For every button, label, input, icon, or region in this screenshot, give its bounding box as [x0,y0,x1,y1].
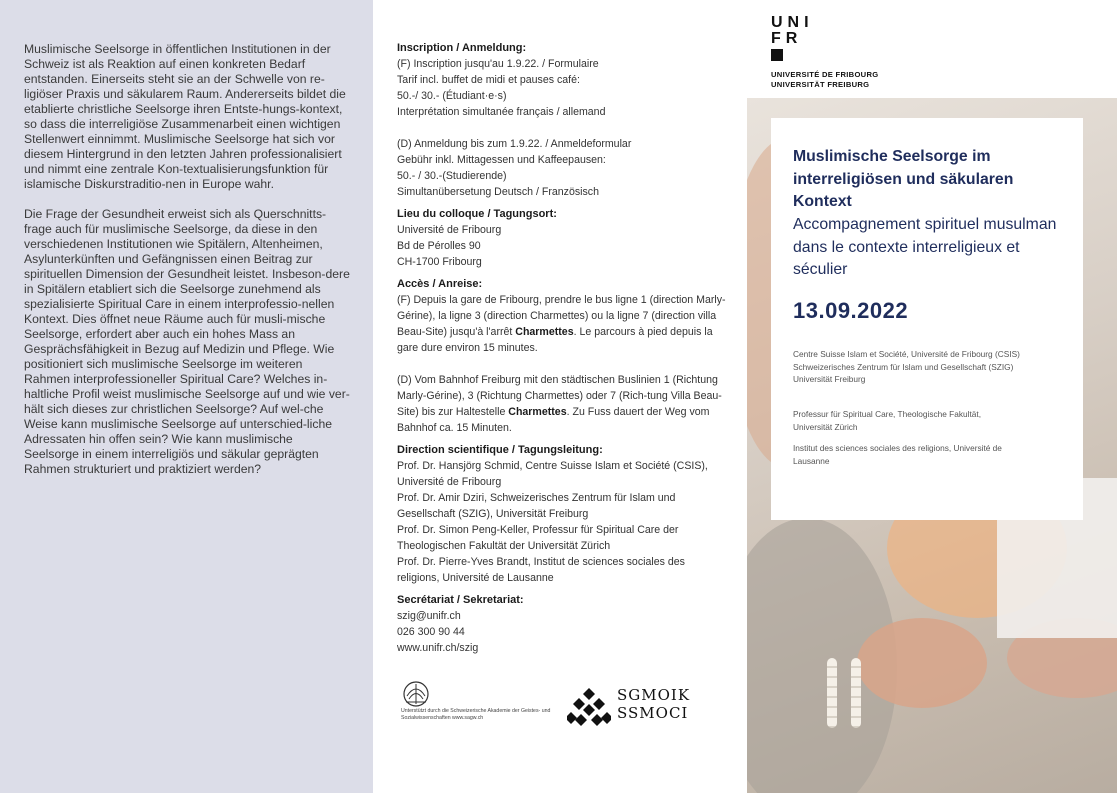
sagw-caption: Unterstützt durch die Schweizerische Akademie der Geistes- und Sozialwissenschaften www.sagw.ch [401,708,551,721]
intro-paragraph-2: Die Frage der Gesundheit erweist sich als Querschnitts-frage auch für muslimische Seelsorge, da diese in den verschiedenen Institutionen wie Spitälern, Altenheimen, Asylunterkünften und Gefängnissen einen Beitrag zur spirituellen Dimension der Gesundheit leistet. Insbeson-dere in Spitälern etabliert sich die Seelsorge zunehmend als spezialisierte Spiritual Care in einem interprofessio-nellen Kontext. Dies öffnet neue Räume auch für musli-mische Seelsorge, erfordert aber auch ein hohes Mass an Gesprächsfähigkeit in Bezug auf Medizin und Pflege. Wie positioniert sich muslimische Seelsorge im weiteren Rahmen interprofessioneller Spiritual Care? Welches in-haltliche Profil weist muslimische Seelsorge auf und wie ver-hält sich dieses zur christlichen Seelsorge? Auf wel-che Weise kann muslimische Seelsorge auf unterschied-liche Adressaten hin offen sein? Wie kann muslimische Seelsorge in einem interreligiös und säkular geprägten Rahmen strukturiert und praktiziert werden? [24,207,350,476]
logo-square-icon [771,49,783,61]
organizer-block-2 [793,408,1053,433]
logo-text-uni: UNI [771,14,814,31]
inscription-fr-line: Interprétation simultanée français / allemand [397,106,606,118]
director-entry: Prof. Dr. Hansjörg Schmid, Centre Suisse Islam et Société (CSIS), Université de Fribourg [397,460,708,488]
cover-panel [747,0,1117,793]
inscription-heading: Inscription / Anmeldung: [397,42,527,54]
director-entry: Prof. Dr. Amir Dziri, Schweizerisches Zentrum für Islam und Gesellschaft (SZIG), Universität Freiburg [397,492,676,520]
acces-de-text-end: . Zu Fuss dauert der Weg vom Bahnhof ca. 15 Minuten. [397,406,710,434]
organizer-line: Professur für Spiritual Care, Theologische Fakultät, [793,409,981,419]
intro-text [24,42,350,492]
event-date: 13.09.2022 [793,298,909,323]
secretariat-phone: 026 300 90 44 [397,626,465,638]
inscription-de [397,136,727,200]
intro-paragraph-1: Muslimische Seelsorge in öffentlichen Institutionen in der Schweiz ist als Reaktion auf einen konkreten Bedarf entstanden. Einerseits steht sie an der Schwelle von re-ligiöser Praxis und säkularem Raum. Andererseits bildet die etablierte christliche Seelsorge ihren Entste-hungs-kontext, so dass die interreligiöse Zusammenarbeit einen wichtigen Stellenwert einnimmt. Muslimische Seelsorge hat sich vor diesem Hintergrund in den letzten Jahren professionalisiert und nimmt eine zentrale Kon-textualisierungsfunktion für islamische Diskurstraditio-nen in Europe wahr. [24,42,346,191]
sponsor-logos [397,680,727,740]
secretariat-email: szig@unifr.ch [397,610,461,622]
title-german: Muslimische Seelsorge im interreligiösen und säkularen Kontext [793,148,1014,210]
info-panel [373,0,747,793]
title-card [771,118,1083,520]
acces-de-text: (D) Vom Bahnhof Freiburg mit den städtischen Buslinien 1 (Richtung Marly-Gérine), 3 (Richtung Charmettes) oder 7 (Rich-tung Villa Beau-Site) bis zur Haltestelle [397,374,722,418]
lieu-heading: Lieu du colloque / Tagungsort: [397,208,557,220]
secretariat-heading: Secrétariat / Sekretariat: [397,594,524,606]
inscription-de-line: 50.- / 30.-(Studierende) [397,170,507,182]
acces-de [397,372,727,436]
photo-hands-shape [857,618,987,708]
pearl-bracelet [851,658,861,728]
lieu-line: Université de Fribourg [397,224,502,236]
sagw-logo [397,680,557,740]
sagw-emblem-icon [401,680,431,708]
info-content [397,40,727,656]
title-french: Accompagnement spirituel musulman dans le contexte interreligieux et séculier [793,216,1057,278]
organizer-line: Lausanne [793,455,830,466]
organizer-line: Universität Zürich [793,421,858,432]
sgmoik-line-2: SSMOCI [617,704,689,722]
director-entry: Prof. Dr. Simon Peng-Keller, Professur für Spiritual Care der Theologischen Fakultät der Universität Zürich [397,524,679,552]
sgmoik-emblem-icon [567,686,611,726]
organizer-line: Universität Freiburg [793,374,866,384]
inscription-de-line: Gebühr inkl. Mittagessen und Kaffeepausen: [397,154,606,166]
acces-heading: Accès / Anreise: [397,278,483,290]
organizer-block-3 [793,442,1053,467]
acces-fr [397,292,727,356]
sgmoik-wordmark [617,686,690,722]
bus-stop-name: Charmettes [515,326,574,338]
organizer-line: Institut des sciences sociales des religions, Université de [793,443,1002,453]
director-entry: Prof. Dr. Pierre-Yves Brandt, Institut de sciences sociales des religions, Université de Lausanne [397,556,685,584]
organizer-line: Schweizerisches Zentrum für Islam und Gesellschaft (SZIG) [793,361,1014,372]
lieu-line: CH-1700 Fribourg [397,256,482,268]
secretariat-web: www.unifr.ch/szig [397,642,479,654]
bus-stop-name: Charmettes [508,406,567,418]
acces-fr-text: (F) Depuis la gare de Fribourg, prendre le bus ligne 1 (direction Marly-Gérine), la ligne 3 (direction Charmettes) ou la ligne 7 (direction villa Beau-Site) jusqu'à l'arrêt [397,294,726,338]
organizer-block-1 [793,348,1053,386]
unifr-logo [771,16,971,96]
organizer-line: Centre Suisse Islam et Société, Université de Fribourg (CSIS) [793,349,1020,359]
pearl-bracelet [827,658,837,728]
inscription-fr-line: (F) Inscription jusqu'au 1.9.22. / Formulaire [397,58,599,70]
left-panel [0,0,373,793]
sgmoik-logo [567,686,727,730]
logo-name-de: UNIVERSITÄT FREIBURG [771,80,870,89]
inscription-de-line: (D) Anmeldung bis zum 1.9.22. / Anmeldeformular [397,138,632,150]
logo-text-fr: FR [771,30,803,47]
direction-heading: Direction scientifique / Tagungsleitung: [397,444,603,456]
acces-fr-text-end: . Le parcours à pied depuis la gare dure environ 15 minutes. [397,326,713,354]
lieu-line: Bd de Pérolles 90 [397,240,481,252]
inscription-fr [397,56,727,120]
sgmoik-line-1: SGMOIK [617,686,691,704]
inscription-fr-line: 50.-/ 30.- (Étudiant·e·s) [397,90,507,102]
inscription-de-line: Simultanübersetung Deutsch / Französisch [397,186,599,198]
inscription-fr-line: Tarif incl. buffet de midi et pauses café: [397,74,580,86]
logo-name-fr: UNIVERSITÉ DE FRIBOURG [771,70,879,79]
